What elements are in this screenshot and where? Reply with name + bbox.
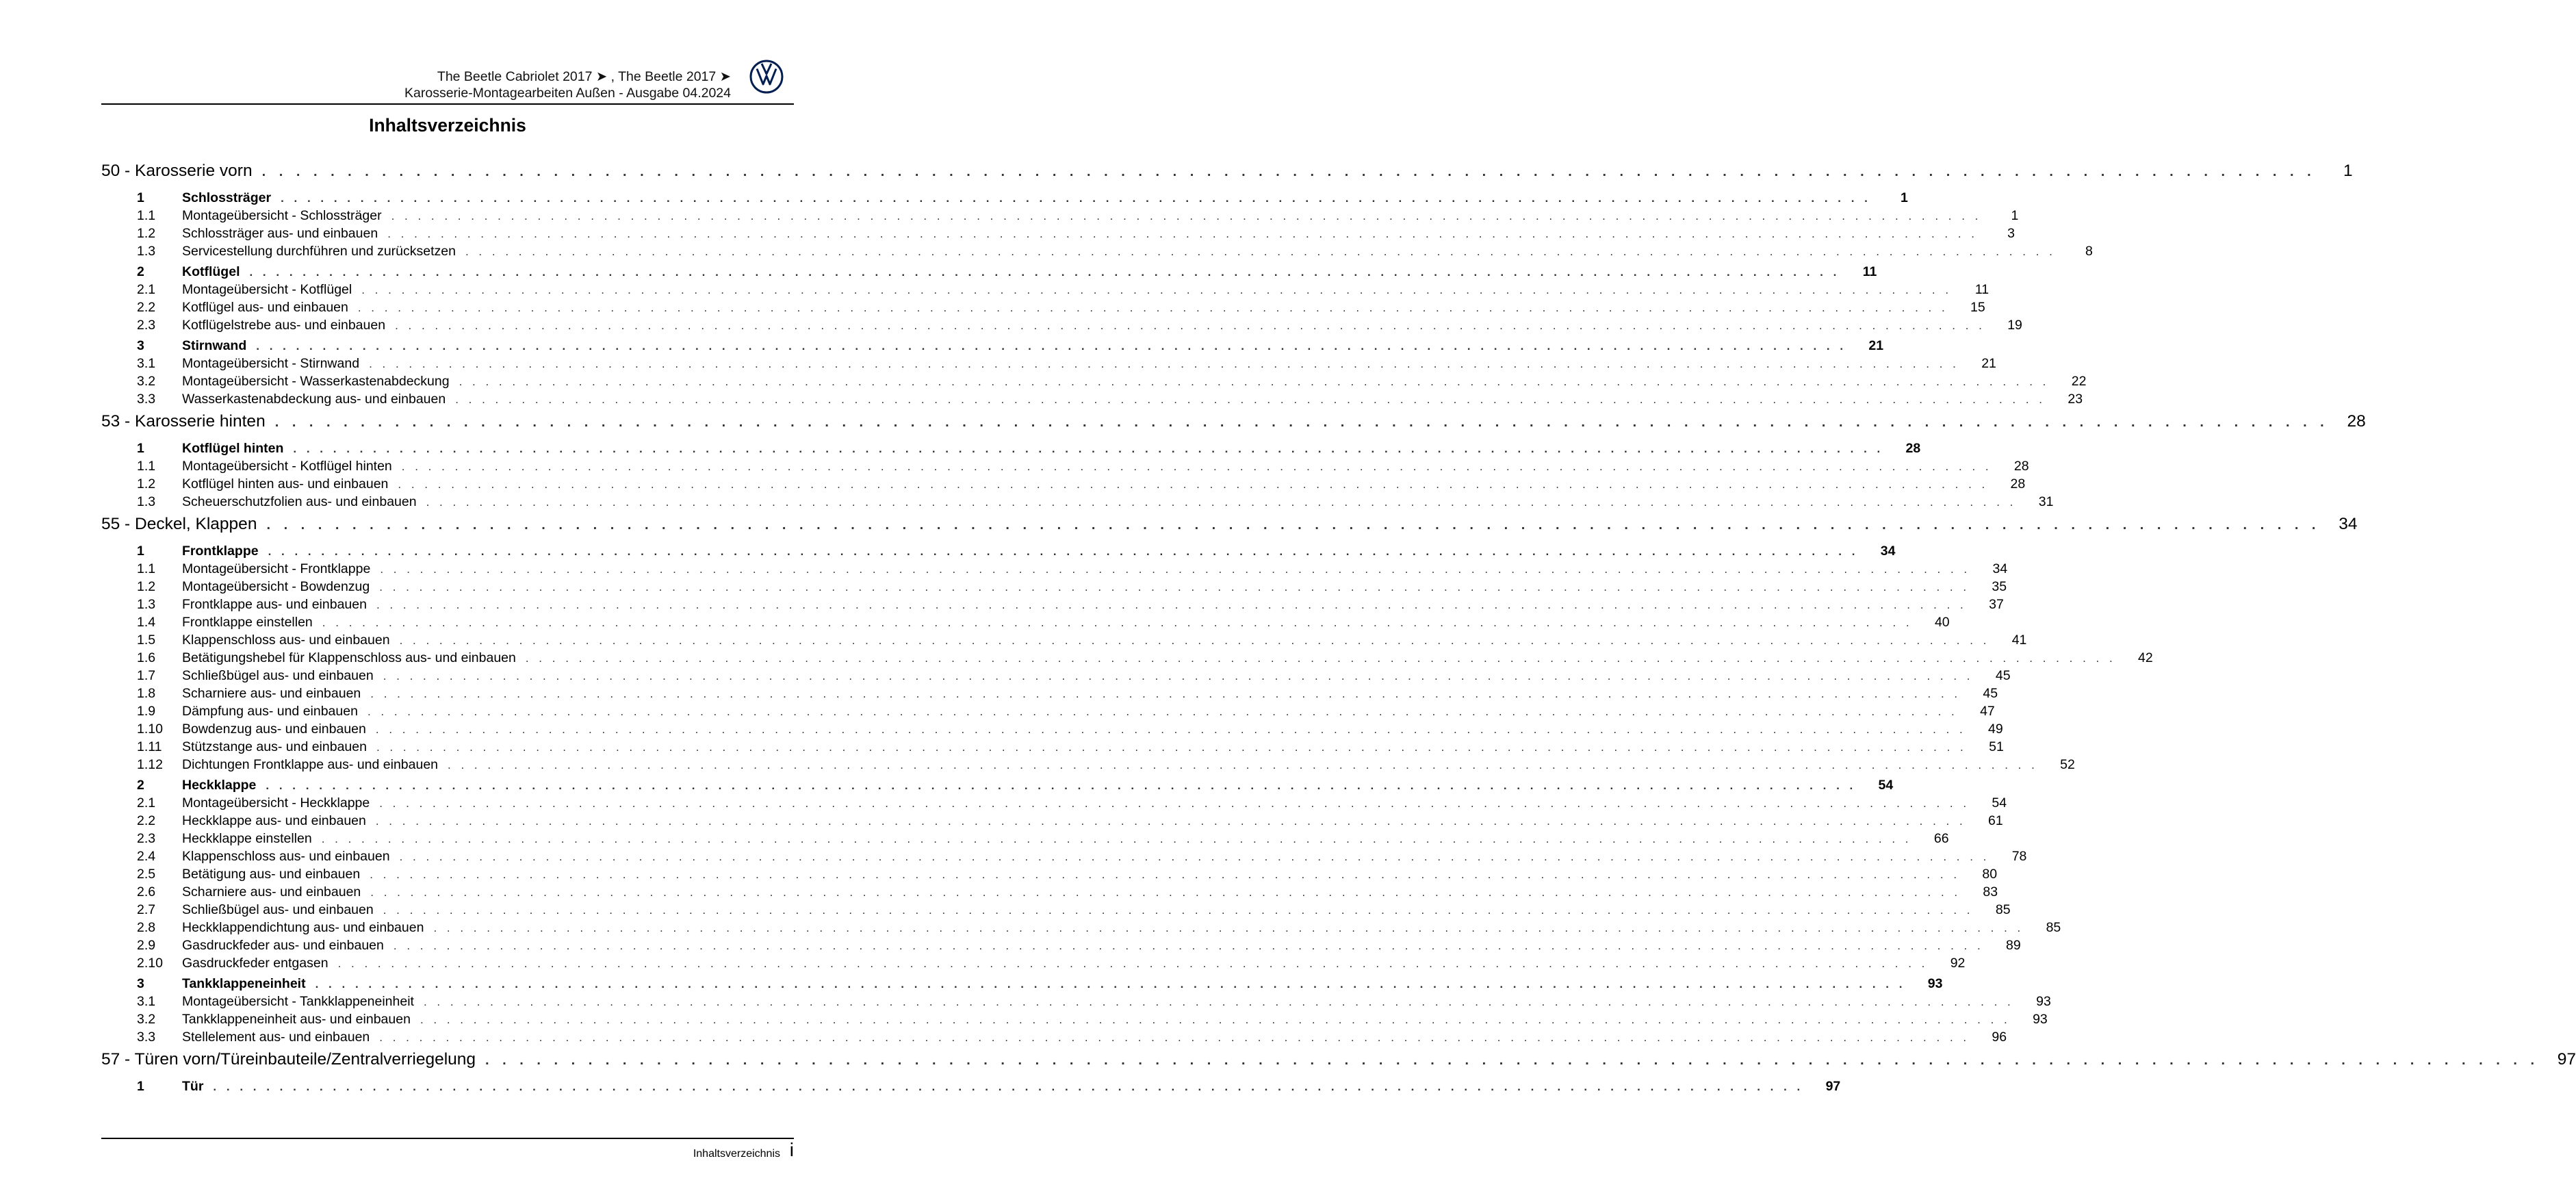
subsection-title: Montageübersicht - Bowdenzug [182,579,370,594]
toc-subsection-entry[interactable] [101,633,2027,650]
subsection-number: 3.3 [137,1030,156,1045]
subsection-title: Frontklappe aus- und einbauen [182,597,367,612]
subsection-title: Montageübersicht - Kotflügel [182,282,352,297]
chapter-title: 53 - Karosserie hinten [101,412,266,431]
section-title: Tür [182,1079,204,1094]
header-divider [101,103,794,105]
subsection-page-number: 23 [2068,392,2083,407]
dot-leader: . . . . . . . . . . . . . . . . . . . . . . . . . . . . . . . . . . . . . . . . . . . . . . . . . . . . . . . . . . . . . . . . . . . . . . . . . . . . . . . . . . . . . . . . . . . . . . . . . . . . . . . . . . . . . . . . . . . . . . . . [268,545,1859,558]
dot-leader: . . . . . . . . . . . . . . . . . . . . . . . . . . . . . . . . . . . . . . . . . . . . . . . . . . . . . . . . . . . . . . . . . . . . . . . . . . . . . . . . . . . . . . . . . . . . . . . . . . . . . . . . . . . . . . . . . . . . . . . . [369,357,1959,370]
section-number: 2 [137,778,144,793]
section-number: 1 [137,1079,144,1094]
subsection-page-number: 52 [2060,757,2075,772]
toc-section-entry[interactable] [101,778,1894,795]
subsection-page-number: 42 [2138,650,2153,665]
dot-leader: . . . . . . . . . . . . . . . . . . . . . . . . . . . . . . . . . . . . . . . . . . . . . . . . . . . . . . . . . . . . . . . . . . . . . . . . . . . . . . . . . . . . . . . . . . . . . . . . . . . . . . . . . . . . . . . . . . . . . . . . [375,723,1966,736]
section-number: 1 [137,190,144,205]
dot-leader: . . . . . . . . . . . . . . . . . . . . . . . . . . . . . . . . . . . . . . . . . . . . . . . . . . . . . . . . . . . . . . . . . . . . . . . . . . . . . . . . . . . . . . . . . . . . . . . . . . . . . . . . . . . . . . . . . . . . . . . . [322,616,1913,629]
dot-leader: . . . . . . . . . . . . . . . . . . . . . . . . . . . . . . . . . . . . . . . . . . . . . . . . . . . . . . . . . . . . . . . . . . . . . . . . . . . . . . . . . . . . . . . . . . . . . . . . . . . . . . . . . . . . . . . . . . . . . . . . [376,741,1967,754]
subsection-title: Heckklappendichtung aus- und einbauen [182,920,424,935]
dot-leader: . . . . . . . . . . . . . . . . . . . . . . . . . . . . . . . . . . . . . . . . . . . . . . . . . . . . . . . . . . . . . . . . . . . . . . . . . . . . . . . . . . . . . . . . . . . . . . . . . . . . . . . . . . . . . . . . . . . . . . . . [274,415,2329,430]
toc-subsection-entry[interactable] [101,476,2026,494]
subsection-number: 3.1 [137,994,156,1009]
toc-subsection-entry[interactable] [101,392,2083,409]
subsection-page-number: 51 [1989,739,2004,754]
subsection-number: 2.9 [137,938,156,953]
subsection-title: Stützstange aus- und einbauen [182,739,367,754]
subsection-number: 2.6 [137,884,156,899]
dot-leader: . . . . . . . . . . . . . . . . . . . . . . . . . . . . . . . . . . . . . . . . . . . . . . . . . . . . . . . . . . . . . . . . . . . . . . . . . . . . . . . . . . . . . . . . . . . . . . . . . . . . . . . . . . . . . . . . . . . . . . . . [525,652,2116,665]
dot-leader: . . . . . . . . . . . . . . . . . . . . . . . . . . . . . . . . . . . . . . . . . . . . . . . . . . . . . . . . . . . . . . . . . . . . . . . . . . . . . . . . . . . . . . . . . . . . . . . . . . . . . . . . . . . . . . . . . . . . . . . . [321,832,1912,845]
dot-leader: . . . . . . . . . . . . . . . . . . . . . . . . . . . . . . . . . . . . . . . . . . . . . . . . . . . . . . . . . . . . . . . . . . . . . . . . . . . . . . . . . . . . . . . . . . . . . . . . . . . . . . . . . . . . . . . . . . . . . . . . [383,904,1974,917]
toc-subsection-entry[interactable] [101,374,2087,392]
toc-chapter-entry[interactable] [101,412,2366,438]
dot-leader: . . . . . . . . . . . . . . . . . . . . . . . . . . . . . . . . . . . . . . . . . . . . . . . . . . . . . . . . . . . . . . . . . . . . . . . . . . . . . . . . . . . . . . . . . . . . . . . . . . . . . . . . . . . . . . . . . . . . . . . . [383,669,1974,682]
subsection-number: 1.1 [137,459,156,474]
subsection-page-number: 8 [2085,244,2093,259]
toc-subsection-entry[interactable] [101,226,2015,244]
subsection-title: Montageübersicht - Schlossträger [182,208,382,223]
subsection-number: 1.5 [137,633,156,648]
subsection-number: 2.10 [137,956,163,971]
toc-subsection-entry[interactable] [101,884,1998,902]
section-page-number: 93 [1927,976,1943,991]
subsection-page-number: 66 [1933,831,1949,846]
chapter-page-number: 1 [2343,162,2353,180]
subsection-number: 3.3 [137,392,156,407]
section-page-number: 1 [1901,190,1908,205]
section-title: Frontklappe [182,544,259,559]
subsection-title: Klappenschloss aus- und einbauen [182,633,390,648]
toc-subsection-entry[interactable] [101,920,2061,938]
header-model-line: The Beetle Cabriolet 2017 ➤ , The Beetle 2017 ➤ [437,69,731,84]
subsection-number: 1.4 [137,615,156,630]
toc-subsection-entry[interactable] [101,244,2093,261]
subsection-number: 1.3 [137,494,156,509]
subsection-title: Tankklappeneinheit aus- und einbauen [182,1012,411,1027]
subsection-number: 1.11 [137,739,162,754]
section-page-number: 28 [1905,441,1921,456]
subsection-number: 2.2 [137,300,156,315]
footer-divider [101,1138,794,1139]
toc-subsection-entry[interactable] [101,722,2003,739]
subsection-page-number: 80 [1982,867,1998,882]
subsection-page-number: 96 [1992,1030,2007,1045]
subsection-number: 1.1 [137,208,156,223]
dot-leader: . . . . . . . . . . . . . . . . . . . . . . . . . . . . . . . . . . . . . . . . . . . . . . . . . . . . . . . . . . . . . . . . . . . . . . . . . . . . . . . . . . . . . . . . . . . . . . . . . . . . . . . . . . . . . . . . . . . . . . . . [315,978,1906,991]
toc-section-entry[interactable] [101,190,1908,208]
subsection-page-number: 22 [2071,374,2087,389]
dot-leader: . . . . . . . . . . . . . . . . . . . . . . . . . . . . . . . . . . . . . . . . . . . . . . . . . . . . . . . . . . . . . . . . . . . . . . . . . . . . . . . . . . . . . . . . . . . . . . . . . . . . . . . . . . . . . . . . . . . . . . . . [379,1031,1970,1044]
toc-section-entry[interactable] [101,544,1896,561]
subsection-number: 1.9 [137,704,156,719]
table-of-contents [101,162,2576,1097]
dot-leader: . . . . . . . . . . . . . . . . . . . . . . . . . . . . . . . . . . . . . . . . . . . . . . . . . . . . . . . . . . . . . . . . . . . . . . . . . . . . . . . . . . . . . . . . . . . . . . . . . . . . . . . . . . . . . . . . . . . . . . . . [399,850,1990,863]
subsection-page-number: 61 [1988,813,2003,828]
subsection-page-number: 3 [2007,226,2015,241]
chapter-title: 57 - Türen vorn/Türeinbauteile/Zentralverriegelung [101,1050,476,1069]
subsection-number: 2.4 [137,849,156,864]
subsection-number: 3.2 [137,1012,156,1027]
dot-leader: . . . . . . . . . . . . . . . . . . . . . . . . . . . . . . . . . . . . . . . . . . . . . . . . . . . . . . . . . . . . . . . . . . . . . . . . . . . . . . . . . . . . . . . . . . . . . . . . . . . . . . . . . . . . . . . . . . . . . . . . [420,1013,2011,1026]
toc-chapter-entry[interactable] [101,515,2358,541]
subsection-title: Wasserkastenabdeckung aus- und einbauen [182,392,446,407]
subsection-title: Betätigung aus- und einbauen [182,867,361,882]
chapter-page-number: 28 [2347,412,2366,431]
subsection-number: 3.2 [137,374,156,389]
toc-subsection-entry[interactable] [101,813,2003,831]
subsection-title: Dichtungen Frontklappe aus- und einbauen [182,757,439,772]
section-title: Tankklappeneinheit [182,976,306,991]
chapter-page-number: 34 [2339,515,2358,533]
dot-leader: . . . . . . . . . . . . . . . . . . . . . . . . . . . . . . . . . . . . . . . . . . . . . . . . . . . . . . . . . . . . . . . . . . . . . . . . . . . . . . . . . . . . . . . . . . . . . . . . . . . . . . . . . . . . . . . . . . . . . . . . [391,209,1982,222]
section-page-number: 11 [1862,264,1877,279]
toc-subsection-entry[interactable] [101,1012,2048,1030]
subsection-title: Scharniere aus- und einbauen [182,686,361,701]
subsection-page-number: 37 [1989,597,2004,612]
dot-leader: . . . . . . . . . . . . . . . . . . . . . . . . . . . . . . . . . . . . . . . . . . . . . . . . . . . . . . . . . . . . . . . . . . . . . . . . . . . . . . . . . . . . . . . . . . . . . . . . . . . . . . . . . . . . . . . . . . . . . . . . [459,375,2050,388]
toc-subsection-entry[interactable] [101,938,2021,956]
subsection-title: Scharniere aus- und einbauen [182,884,361,899]
dot-leader: . . . . . . . . . . . . . . . . . . . . . . . . . . . . . . . . . . . . . . . . . . . . . . . . . . . . . . . . . . . . . . . . . . . . . . . . . . . . . . . . . . . . . . . . . . . . . . . . . . . . . . . . . . . . . . . . . . . . . . . . [261,164,2316,179]
toc-subsection-entry[interactable] [101,849,2027,867]
subsection-title: Montageübersicht - Stirnwand [182,356,360,371]
subsection-number: 1.8 [137,686,156,701]
toc-subsection-entry[interactable] [101,704,1995,722]
dot-leader: . . . . . . . . . . . . . . . . . . . . . . . . . . . . . . . . . . . . . . . . . . . . . . . . . . . . . . . . . . . . . . . . . . . . . . . . . . . . . . . . . . . . . . . . . . . . . . . . . . . . . . . . . . . . . . . . . . . . . . . . [266,779,1857,792]
subsection-page-number: 31 [2038,494,2054,509]
subsection-number: 1.2 [137,226,156,241]
dot-leader: . . . . . . . . . . . . . . . . . . . . . . . . . . . . . . . . . . . . . . . . . . . . . . . . . . . . . . . . . . . . . . . . . . . . . . . . . . . . . . . . . . . . . . . . . . . . . . . . . . . . . . . . . . . . . . . . . . . . . . . . [376,598,1967,611]
subsection-page-number: 78 [2011,849,2027,864]
subsection-title: Stellelement aus- und einbauen [182,1030,370,1045]
section-page-number: 54 [1878,778,1894,793]
subsection-page-number: 28 [2013,459,2029,474]
subsection-title: Montageübersicht - Frontklappe [182,561,371,576]
dot-leader: . . . . . . . . . . . . . . . . . . . . . . . . . . . . . . . . . . . . . . . . . . . . . . . . . . . . . . . . . . . . . . . . . . . . . . . . . . . . . . . . . . . . . . . . . . . . . . . . . . . . . . . . . . . . . . . . . . . . . . . . [375,815,1966,828]
subsection-page-number: 47 [1980,704,1995,719]
dot-leader: . . . . . . . . . . . . . . . . . . . . . . . . . . . . . . . . . . . . . . . . . . . . . . . . . . . . . . . . . . . . . . . . . . . . . . . . . . . . . . . . . . . . . . . . . . . . . . . . . . . . . . . . . . . . . . . . . . . . . . . . [361,283,1953,296]
subsection-title: Gasdruckfeder aus- und einbauen [182,938,384,953]
chapter-page-number: 97 [2557,1050,2576,1069]
toc-subsection-entry[interactable] [101,668,2011,686]
subsection-page-number: 49 [1988,722,2003,737]
subsection-title: Montageübersicht - Kotflügel hinten [182,459,392,474]
subsection-title: Heckklappe einstellen [182,831,312,846]
dot-leader: . . . . . . . . . . . . . . . . . . . . . . . . . . . . . . . . . . . . . . . . . . . . . . . . . . . . . . . . . . . . . . . . . . . . . . . . . . . . . . . . . . . . . . . . . . . . . . . . . . . . . . . . . . . . . . . . . . . . . . . . [387,227,1979,240]
dot-leader: . . . . . . . . . . . . . . . . . . . . . . . . . . . . . . . . . . . . . . . . . . . . . . . . . . . . . . . . . . . . . . . . . . . . . . . . . . . . . . . . . . . . . . . . . . . . . . . . . . . . . . . . . . . . . . . . . . . . . . . . [249,266,1840,279]
chapter-title: 55 - Deckel, Klappen [101,515,257,533]
subsection-title: Dämpfung aus- und einbauen [182,704,358,719]
subsection-title: Betätigungshebel für Klappenschloss aus- und einbauen [182,650,516,665]
dot-leader: . . . . . . . . . . . . . . . . . . . . . . . . . . . . . . . . . . . . . . . . . . . . . . . . . . . . . . . . . . . . . . . . . . . . . . . . . . . . . . . . . . . . . . . . . . . . . . . . . . . . . . . . . . . . . . . . . . . . . . . . [370,886,1961,899]
toc-section-entry[interactable] [101,441,1921,459]
dot-leader: . . . . . . . . . . . . . . . . . . . . . . . . . . . . . . . . . . . . . . . . . . . . . . . . . . . . . . . . . . . . . . . . . . . . . . . . . . . . . . . . . . . . . . . . . . . . . . . . . . . . . . . . . . . . . . . . . . . . . . . . [448,758,2038,771]
toc-subsection-entry[interactable] [101,561,2008,579]
dot-leader: . . . . . . . . . . . . . . . . . . . . . . . . . . . . . . . . . . . . . . . . . . . . . . . . . . . . . . . . . . . . . . . . . . . . . . . . . . . . . . . . . . . . . . . . . . . . . . . . . . . . . . . . . . . . . . . . . . . . . . . . [357,301,1948,314]
section-page-number: 21 [1868,338,1884,353]
toc-chapter-entry[interactable] [101,162,2353,188]
subsection-page-number: 11 [1974,282,1989,297]
dot-leader: . . . . . . . . . . . . . . . . . . . . . . . . . . . . . . . . . . . . . . . . . . . . . . . . . . . . . . . . . . . . . . . . . . . . . . . . . . . . . . . . . . . . . . . . . . . . . . . . . . . . . . . . . . . . . . . . . . . . . . . . [393,939,1984,952]
section-number: 3 [137,338,144,353]
subsection-page-number: 15 [1970,300,1985,315]
subsection-page-number: 34 [1992,561,2008,576]
section-number: 1 [137,441,144,456]
toc-subsection-entry[interactable] [101,994,2051,1012]
toc-subsection-entry[interactable] [101,597,2004,615]
subsection-number: 2.3 [137,318,156,333]
dot-leader: . . . . . . . . . . . . . . . . . . . . . . . . . . . . . . . . . . . . . . . . . . . . . . . . . . . . . . . . . . . . . . . . . . . . . . . . . . . . . . . . . . . . . . . . . . . . . . . . . . . . . . . . . . . . . . . . . . . . . . . . [266,518,2321,533]
dot-leader: . . . . . . . . . . . . . . . . . . . . . . . . . . . . . . . . . . . . . . . . . . . . . . . . . . . . . . . . . . . . . . . . . . . . . . . . . . . . . . . . . . . . . . . . . . . . . . . . . . . . . . . . . . . . . . . . . . . . . . . . [213,1080,1804,1093]
toc-subsection-entry[interactable] [101,208,2019,226]
toc-subsection-entry[interactable] [101,757,2075,775]
chapter-title: 50 - Karosserie vorn [101,162,253,180]
toc-subsection-entry[interactable] [101,318,2022,335]
subsection-number: 1.7 [137,668,156,683]
dot-leader: . . . . . . . . . . . . . . . . . . . . . . . . . . . . . . . . . . . . . . . . . . . . . . . . . . . . . . . . . . . . . . . . . . . . . . . . . . . . . . . . . . . . . . . . . . . . . . . . . . . . . . . . . . . . . . . . . . . . . . . . [370,868,1961,881]
subsection-title: Schließbügel aus- und einbauen [182,668,374,683]
subsection-title: Frontklappe einstellen [182,615,313,630]
dot-leader: . . . . . . . . . . . . . . . . . . . . . . . . . . . . . . . . . . . . . . . . . . . . . . . . . . . . . . . . . . . . . . . . . . . . . . . . . . . . . . . . . . . . . . . . . . . . . . . . . . . . . . . . . . . . . . . . . . . . . . . . [401,460,1992,473]
dot-leader: . . . . . . . . . . . . . . . . . . . . . . . . . . . . . . . . . . . . . . . . . . . . . . . . . . . . . . . . . . . . . . . . . . . . . . . . . . . . . . . . . . . . . . . . . . . . . . . . . . . . . . . . . . . . . . . . . . . . . . . . [367,705,1958,718]
toc-subsection-entry[interactable] [101,1030,2007,1047]
dot-leader: . . . . . . . . . . . . . . . . . . . . . . . . . . . . . . . . . . . . . . . . . . . . . . . . . . . . . . . . . . . . . . . . . . . . . . . . . . . . . . . . . . . . . . . . . . . . . . . . . . . . . . . . . . . . . . . . . . . . . . . . [395,319,1985,332]
toc-chapter-entry[interactable] [101,1050,2576,1076]
subsection-number: 2.8 [137,920,156,935]
subsection-page-number: 85 [2046,920,2061,935]
footer-label: Inhaltsverzeichnis [693,1148,780,1160]
subsection-page-number: 41 [2011,633,2027,648]
toc-subsection-entry[interactable] [101,356,1996,374]
subsection-title: Kotflügel aus- und einbauen [182,300,348,315]
subsection-number: 1.2 [137,476,156,492]
dot-leader: . . . . . . . . . . . . . . . . . . . . . . . . . . . . . . . . . . . . . . . . . . . . . . . . . . . . . . . . . . . . . . . . . . . . . . . . . . . . . . . . . . . . . . . . . . . . . . . . . . . . . . . . . . . . . . . . . . . . . . . . [337,957,1929,970]
subsection-title: Klappenschloss aus- und einbauen [182,849,390,864]
subsection-page-number: 28 [2010,476,2026,492]
subsection-page-number: 21 [1981,356,1996,371]
toc-subsection-entry[interactable] [101,956,1966,973]
dot-leader: . . . . . . . . . . . . . . . . . . . . . . . . . . . . . . . . . . . . . . . . . . . . . . . . . . . . . . . . . . . . . . . . . . . . . . . . . . . . . . . . . . . . . . . . . . . . . . . . . . . . . . . . . . . . . . . . . . . . . . . . [379,797,1970,810]
toc-subsection-entry[interactable] [101,739,2004,757]
subsection-title: Schließbügel aus- und einbauen [182,902,374,917]
dot-leader: . . . . . . . . . . . . . . . . . . . . . . . . . . . . . . . . . . . . . . . . . . . . . . . . . . . . . . . . . . . . . . . . . . . . . . . . . . . . . . . . . . . . . . . . . . . . . . . . . . . . . . . . . . . . . . . . . . . . . . . . [256,340,1847,353]
toc-subsection-entry[interactable] [101,902,2011,920]
toc-subsection-entry[interactable] [101,282,1989,300]
subsection-title: Bowdenzug aus- und einbauen [182,722,366,737]
toc-subsection-entry[interactable] [101,795,2007,813]
subsection-number: 2.5 [137,867,156,882]
toc-subsection-entry[interactable] [101,494,2054,512]
dot-leader: . . . . . . . . . . . . . . . . . . . . . . . . . . . . . . . . . . . . . . . . . . . . . . . . . . . . . . . . . . . . . . . . . . . . . . . . . . . . . . . . . . . . . . . . . . . . . . . . . . . . . . . . . . . . . . . . . . . . . . . . [433,921,2024,934]
section-title: Stirnwand [182,338,247,353]
subsection-title: Gasdruckfeder entgasen [182,956,329,971]
subsection-page-number: 85 [1995,902,2011,917]
toc-subsection-entry[interactable] [101,650,2153,668]
dot-leader: . . . . . . . . . . . . . . . . . . . . . . . . . . . . . . . . . . . . . . . . . . . . . . . . . . . . . . . . . . . . . . . . . . . . . . . . . . . . . . . . . . . . . . . . . . . . . . . . . . . . . . . . . . . . . . . . . . . . . . . . [423,995,2014,1008]
subsection-number: 1.3 [137,597,156,612]
subsection-number: 1.3 [137,244,156,259]
section-page-number: 34 [1880,544,1896,559]
dot-leader: . . . . . . . . . . . . . . . . . . . . . . . . . . . . . . . . . . . . . . . . . . . . . . . . . . . . . . . . . . . . . . . . . . . . . . . . . . . . . . . . . . . . . . . . . . . . . . . . . . . . . . . . . . . . . . . . . . . . . . . . [455,393,2046,406]
section-number: 2 [137,264,144,279]
toc-subsection-entry[interactable] [101,459,2029,476]
toc-section-entry[interactable] [101,338,1884,356]
subsection-page-number: 93 [2036,994,2051,1009]
dot-leader: . . . . . . . . . . . . . . . . . . . . . . . . . . . . . . . . . . . . . . . . . . . . . . . . . . . . . . . . . . . . . . . . . . . . . . . . . . . . . . . . . . . . . . . . . . . . . . . . . . . . . . . . . . . . . . . . . . . . . . . . [399,634,1990,647]
dot-leader: . . . . . . . . . . . . . . . . . . . . . . . . . . . . . . . . . . . . . . . . . . . . . . . . . . . . . . . . . . . . . . . . . . . . . . . . . . . . . . . . . . . . . . . . . . . . . . . . . . . . . . . . . . . . . . . . . . . . . . . . [426,496,2017,509]
subsection-page-number: 35 [1992,579,2007,594]
section-title: Kotflügel hinten [182,441,284,456]
section-page-number: 97 [1825,1079,1841,1094]
section-title: Schlossträger [182,190,272,205]
subsection-title: Montageübersicht - Wasserkastenabdeckung [182,374,450,389]
subsection-page-number: 93 [2033,1012,2048,1027]
document-header [404,68,731,101]
dot-leader: . . . . . . . . . . . . . . . . . . . . . . . . . . . . . . . . . . . . . . . . . . . . . . . . . . . . . . . . . . . . . . . . . . . . . . . . . . . . . . . . . . . . . . . . . . . . . . . . . . . . . . . . . . . . . . . . . . . . . . . . [281,192,1871,205]
subsection-number: 1.1 [137,561,156,576]
subsection-page-number: 83 [1983,884,1998,899]
page-title: Inhaltsverzeichnis [369,115,526,136]
header-edition-line: Karosserie-Montagearbeiten Außen - Ausgabe 04.2024 [404,86,731,101]
toc-subsection-entry[interactable] [101,579,2007,597]
dot-leader: . . . . . . . . . . . . . . . . . . . . . . . . . . . . . . . . . . . . . . . . . . . . . . . . . . . . . . . . . . . . . . . . . . . . . . . . . . . . . . . . . . . . . . . . . . . . . . . . . . . . . . . . . . . . . . . . . . . . . . . . [293,442,1884,455]
subsection-title: Montageübersicht - Tankklappeneinheit [182,994,414,1009]
footer-page-number: i [789,1139,794,1160]
subsection-number: 2.1 [137,282,156,297]
toc-subsection-entry[interactable] [101,831,1949,849]
dot-leader: . . . . . . . . . . . . . . . . . . . . . . . . . . . . . . . . . . . . . . . . . . . . . . . . . . . . . . . . . . . . . . . . . . . . . . . . . . . . . . . . . . . . . . . . . . . . . . . . . . . . . . . . . . . . . . . . . . . . . . . . [398,478,1989,491]
toc-subsection-entry[interactable] [101,300,1985,318]
toc-section-entry[interactable] [101,264,1877,282]
subsection-page-number: 92 [1950,956,1966,971]
toc-section-entry[interactable] [101,976,1943,994]
section-number: 3 [137,976,144,991]
toc-subsection-entry[interactable] [101,615,1950,633]
section-number: 1 [137,544,144,559]
subsection-number: 1.10 [137,722,163,737]
subsection-title: Heckklappe aus- und einbauen [182,813,366,828]
vw-logo-icon [749,60,784,94]
subsection-title: Servicestellung durchführen und zurücksetzen [182,244,456,259]
subsection-page-number: 89 [2006,938,2021,953]
dot-leader: . . . . . . . . . . . . . . . . . . . . . . . . . . . . . . . . . . . . . . . . . . . . . . . . . . . . . . . . . . . . . . . . . . . . . . . . . . . . . . . . . . . . . . . . . . . . . . . . . . . . . . . . . . . . . . . . . . . . . . . . [379,580,1970,593]
section-title: Kotflügel [182,264,240,279]
toc-section-entry[interactable] [101,1079,1841,1097]
toc-subsection-entry[interactable] [101,867,1998,884]
dot-leader: . . . . . . . . . . . . . . . . . . . . . . . . . . . . . . . . . . . . . . . . . . . . . . . . . . . . . . . . . . . . . . . . . . . . . . . . . . . . . . . . . . . . . . . . . . . . . . . . . . . . . . . . . . . . . . . . . . . . . . . . [485,1053,2540,1068]
dot-leader: . . . . . . . . . . . . . . . . . . . . . . . . . . . . . . . . . . . . . . . . . . . . . . . . . . . . . . . . . . . . . . . . . . . . . . . . . . . . . . . . . . . . . . . . . . . . . . . . . . . . . . . . . . . . . . . . . . . . . . . . [380,563,1971,576]
subsection-number: 3.1 [137,356,156,371]
subsection-page-number: 40 [1934,615,1950,630]
subsection-page-number: 45 [1995,668,2011,683]
subsection-page-number: 1 [2011,208,2019,223]
section-title: Heckklappe [182,778,257,793]
subsection-number: 2.1 [137,795,156,810]
dot-leader: . . . . . . . . . . . . . . . . . . . . . . . . . . . . . . . . . . . . . . . . . . . . . . . . . . . . . . . . . . . . . . . . . . . . . . . . . . . . . . . . . . . . . . . . . . . . . . . . . . . . . . . . . . . . . . . . . . . . . . . . [465,245,2056,258]
subsection-page-number: 19 [2007,318,2022,333]
subsection-page-number: 45 [1983,686,1998,701]
subsection-number: 2.2 [137,813,156,828]
subsection-number: 2.7 [137,902,156,917]
dot-leader: . . . . . . . . . . . . . . . . . . . . . . . . . . . . . . . . . . . . . . . . . . . . . . . . . . . . . . . . . . . . . . . . . . . . . . . . . . . . . . . . . . . . . . . . . . . . . . . . . . . . . . . . . . . . . . . . . . . . . . . . [370,687,1961,700]
subsection-page-number: 54 [1992,795,2007,810]
toc-subsection-entry[interactable] [101,686,1998,704]
subsection-title: Scheuerschutzfolien aus- und einbauen [182,494,417,509]
subsection-number: 1.12 [137,757,163,772]
subsection-title: Montageübersicht - Heckklappe [182,795,370,810]
subsection-number: 1.2 [137,579,156,594]
subsection-title: Kotflügelstrebe aus- und einbauen [182,318,386,333]
subsection-number: 2.3 [137,831,156,846]
subsection-title: Kotflügel hinten aus- und einbauen [182,476,389,492]
subsection-number: 1.6 [137,650,156,665]
subsection-title: Schlossträger aus- und einbauen [182,226,378,241]
